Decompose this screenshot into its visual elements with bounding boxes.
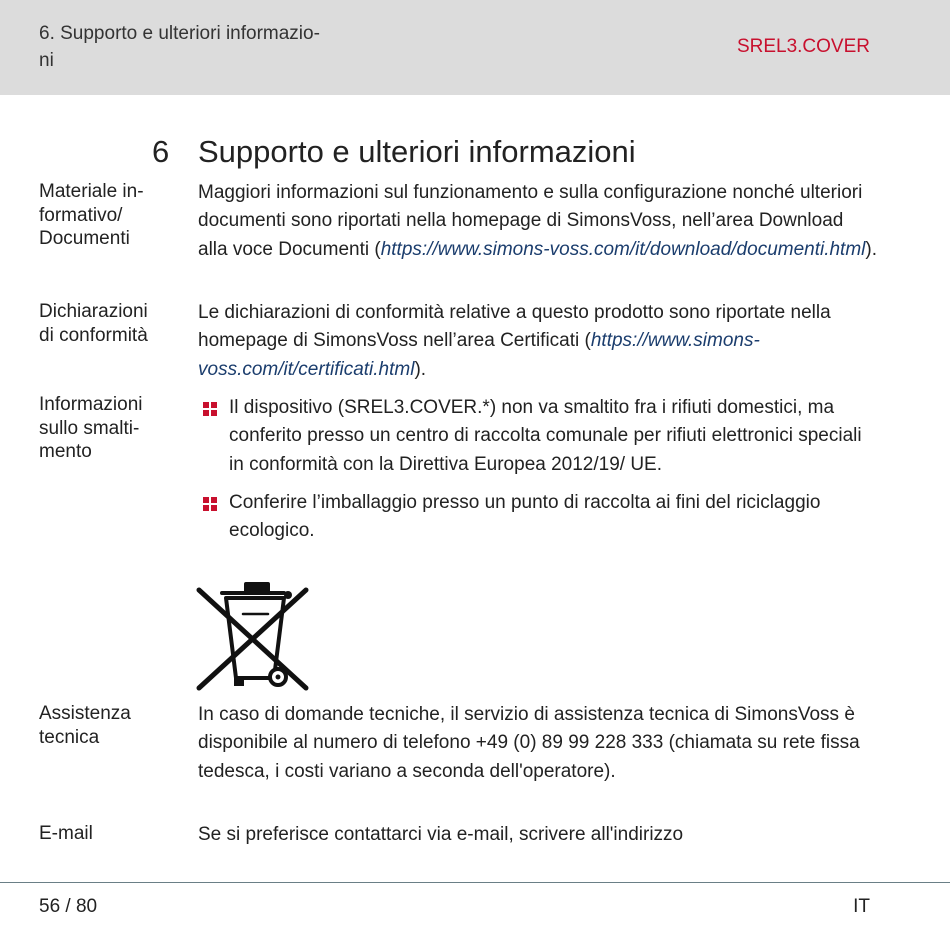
chapter-title: Supporto e ulteriori informazioni xyxy=(198,134,636,169)
bullet-square-icon xyxy=(203,402,217,416)
header-section-line-1: 6. Supporto e ulteriori informazio- xyxy=(39,23,320,44)
bullet-square-icon xyxy=(203,497,217,511)
side-label-line: Dichiarazioni xyxy=(39,301,148,322)
footer-divider xyxy=(0,882,950,883)
side-label-line: di conformità xyxy=(39,324,148,346)
disposal-bullet-list xyxy=(198,394,878,545)
conformity-text-end: ). xyxy=(414,358,427,380)
side-label-line: Informazioni xyxy=(39,394,143,415)
conformity-text: Le dichiarazioni di conformità relative a questo prodotto sono riportate nella homepage di SimonsVoss nell’area Certificati ( xyxy=(198,302,831,352)
side-label-line: tecnica xyxy=(39,726,100,748)
conformity-paragraph xyxy=(198,299,878,384)
disposal-bullet-text: Il dispositivo (SREL3.COVER.*) non va smaltito fra i rifiuti domestici, ma conferito presso un centro di raccolta comunale per rifiuti elettronici speciali in conformità con la Direttiva Europea 2012/19/ UE. xyxy=(229,397,862,475)
chapter-number: 6 xyxy=(152,134,170,169)
materials-text-end: ). xyxy=(865,238,877,260)
side-label-disposal xyxy=(39,393,174,464)
side-label-line: formativo/ xyxy=(39,204,123,226)
support-paragraph: In caso di domande tecniche, il servizio di assistenza tecnica di SimonsVoss è disponibile al numero di telefono +49 (0) 89 99 228 333 (chiamata su rete fissa tedesca, i costi variano a seconda dell'operatore). xyxy=(198,704,860,782)
crossed-out-wheelie-bin-icon xyxy=(196,580,310,692)
list-item xyxy=(198,394,878,479)
header-product-name: SREL3.COVER xyxy=(736,36,870,57)
side-label-support xyxy=(39,702,174,749)
header-section-line-2: ni xyxy=(39,50,54,71)
page-number: 56 / 80 xyxy=(39,896,98,917)
list-item xyxy=(198,489,878,546)
side-label-email xyxy=(39,822,174,846)
side-label-line: E-mail xyxy=(39,823,93,844)
materials-text: Maggiori informazioni sul funzionamento e sulla configurazione nonché ulteriori documenti sono riportati nella homepage di SimonsVoss, nell’area Download alla voce Documenti ( xyxy=(198,182,863,260)
materials-paragraph xyxy=(198,179,878,264)
email-paragraph: Se si preferisce contattarci via e-mail, scrivere all'indirizzo xyxy=(198,824,684,845)
certificates-link[interactable]: https://www.simons-voss.com/it/certificati.html xyxy=(198,330,760,380)
page-header xyxy=(0,0,950,95)
side-label-line: Documenti xyxy=(39,228,130,249)
side-label-materials xyxy=(39,180,174,251)
disposal-bullet-text: Conferire l’imballaggio presso un punto di raccolta ai fini del riciclaggio ecologico. xyxy=(229,491,821,542)
side-label-line: mento xyxy=(39,441,92,462)
side-label-line: sullo smalti- xyxy=(39,417,140,439)
header-section-title xyxy=(39,20,369,74)
side-label-line: Materiale in- xyxy=(39,181,144,202)
documents-link[interactable]: https://www.simons-voss.com/it/download/documenti.html xyxy=(380,238,866,260)
side-label-line: Assistenza xyxy=(39,703,131,724)
side-label-conformity xyxy=(39,300,174,347)
language-code: IT xyxy=(853,896,870,917)
